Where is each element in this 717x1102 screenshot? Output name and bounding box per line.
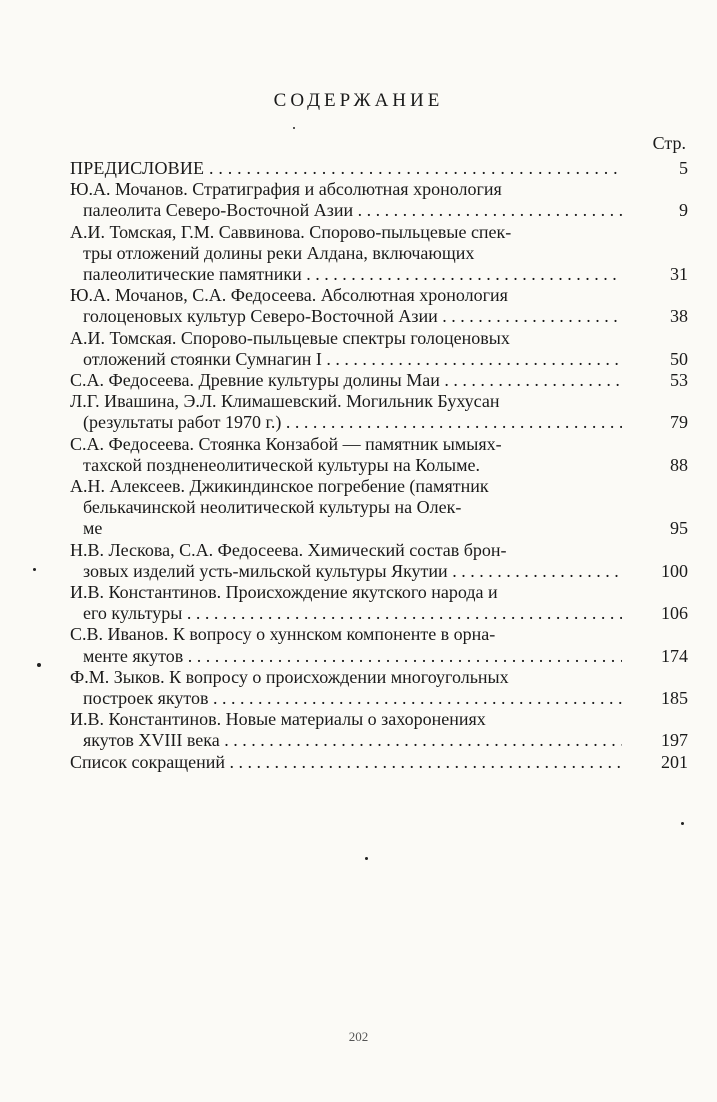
toc-entry (70, 158, 688, 179)
toc-entry-line: ме (83, 518, 103, 539)
toc-entry-line: его культуры . . . (70, 603, 622, 624)
toc-entry (70, 179, 688, 221)
toc-entry-line: И.В. Константинов. Происхождение якутского народа и (70, 582, 498, 603)
toc-entry (70, 434, 688, 476)
toc-entry-page: 95 (670, 518, 688, 539)
toc-entry-page: 88 (670, 454, 688, 475)
toc-entry-line: голоценовых культур Северо-Восточной Азии . . . (70, 306, 622, 327)
scan-speck (365, 857, 368, 860)
toc-entry-line: С.В. Иванов. К вопросу о хуннском компоненте в орна- (70, 624, 496, 645)
toc-entry-page: 9 (679, 200, 688, 221)
toc-entry-line: А.И. Томская. Спорово-пыльцевые спектры голоценовых (70, 327, 510, 348)
toc-entry-page: 197 (661, 730, 688, 751)
toc-entry-page: 106 (661, 603, 688, 624)
toc-entry-line: Ф.М. Зыков. К вопросу о происхождении многоугольных (70, 666, 509, 687)
scan-speck (293, 127, 295, 129)
scan-speck (37, 663, 41, 667)
toc-entry-page: 38 (670, 306, 688, 327)
toc-entry-line: (результаты работ 1970 г.) . . . (70, 412, 622, 433)
toc-entry-line: белькачинской неолитической культуры на Олек- (83, 497, 462, 518)
toc-entry (70, 370, 688, 391)
toc-entry-line: отложений стоянки Сумнагин I . . . (70, 349, 622, 370)
table-of-contents (70, 158, 688, 773)
scan-speck (681, 822, 684, 825)
toc-entry-line: Л.Г. Ивашина, Э.Л. Климашевский. Могильник Бухусан (70, 391, 500, 412)
toc-entry (70, 328, 688, 370)
toc-entry-line: А.И. Томская, Г.М. Саввинова. Спорово-пыльцевые спек- (70, 221, 512, 242)
toc-entry-line: ПРЕДИСЛОВИЕ . . . (70, 158, 622, 179)
toc-entry-line: С.А. Федосеева. Стоянка Конзабой — памятник ымыях- (70, 433, 502, 454)
toc-entry (70, 391, 688, 433)
toc-entry-line: Н.В. Лескова, С.А. Федосеева. Химический состав брон- (70, 539, 507, 560)
toc-entry-page: 201 (661, 751, 688, 772)
page-number: 202 (348, 1029, 369, 1044)
toc-entry (70, 540, 688, 582)
toc-entry-page: 185 (661, 688, 688, 709)
toc-entry-line: построек якутов . . . (70, 688, 622, 709)
toc-entry-page: 100 (661, 560, 688, 581)
toc-entry-line: тры отложений долины реки Алдана, включающих (83, 242, 475, 263)
toc-entry-line: зовых изделий усть-мильской культуры Якутии . . . (70, 561, 622, 582)
toc-entry (70, 752, 688, 773)
toc-entry (70, 624, 688, 666)
toc-entry (70, 285, 688, 327)
toc-entry-page: 53 (670, 370, 688, 391)
toc-entry-line: Ю.А. Мочанов. Стратиграфия и абсолютная хронология (70, 179, 502, 200)
toc-entry-page: 50 (670, 348, 688, 369)
toc-entry (70, 476, 688, 540)
toc-entry-line: палеолитические памятники . . . (70, 264, 622, 285)
toc-entry-page: 79 (670, 412, 688, 433)
page-column-label: Стр. (652, 133, 686, 153)
toc-entry-line: менте якутов . . . (70, 646, 622, 667)
toc-entry-line: якутов XVIII века . . . (70, 730, 622, 751)
toc-entry-page: 31 (670, 264, 688, 285)
toc-entry-line: С.А. Федосеева. Древние культуры долины Маи . . . (70, 370, 622, 391)
toc-entry-page: 174 (661, 645, 688, 666)
toc-entry-line: А.Н. Алексеев. Джикиндинское погребение (памятник (70, 476, 489, 497)
toc-entry-line: тахской поздненеолитической культуры на Колыме. (83, 454, 481, 475)
toc-entry (70, 709, 688, 751)
toc-entry (70, 667, 688, 709)
toc-entry-line: палеолита Северо-Восточной Азии . . . (70, 200, 622, 221)
page-title: СОДЕРЖАНИЕ (273, 90, 444, 111)
toc-entry-line: И.В. Константинов. Новые материалы о захоронениях (70, 709, 486, 730)
toc-entry (70, 582, 688, 624)
toc-entry (70, 222, 688, 286)
toc-entry-line: Ю.А. Мочанов, С.А. Федосеева. Абсолютная хронология (70, 285, 508, 306)
toc-entry-line: Список сокращений . . . (70, 752, 622, 773)
scan-speck (33, 568, 36, 571)
toc-entry-page: 5 (679, 158, 688, 178)
